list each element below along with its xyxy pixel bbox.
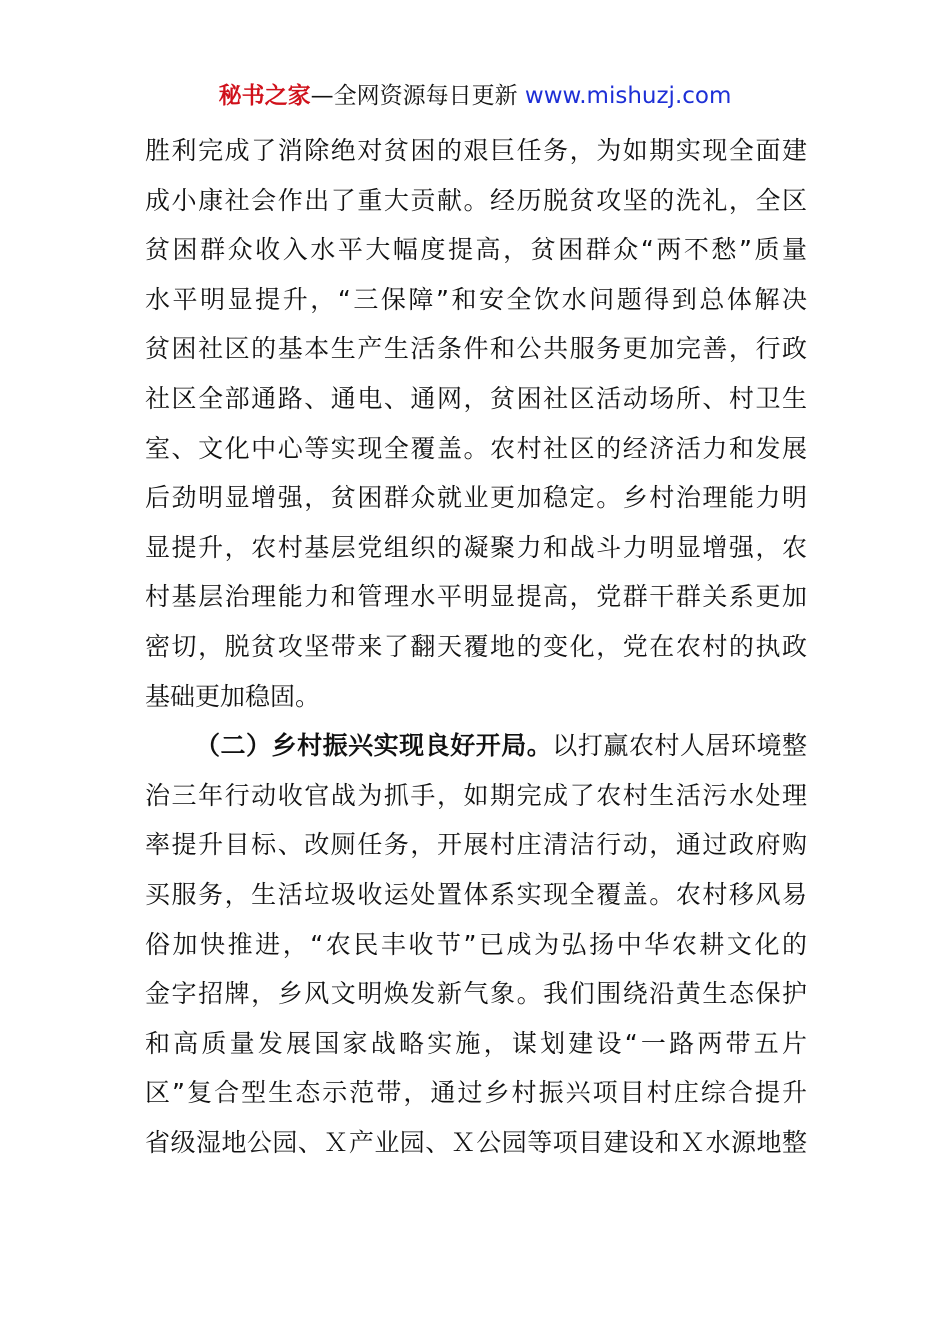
text-line: 村基层治理能力和管理水平明显提高，党群干群关系更加 — [145, 582, 807, 612]
text-line: 买服务，生活垃圾收运处置体系实现全覆盖。农村移风易 — [145, 879, 807, 909]
heading-line-rest: 以打赢农村人居环境整 — [552, 731, 807, 761]
text-line: 显提升，农村基层党组织的凝聚力和战斗力明显增强，农 — [145, 532, 807, 562]
text-line: 金字招牌，乡风文明焕发新气象。我们围绕沿黄生态保护 — [145, 979, 807, 1009]
text-line — [145, 721, 807, 771]
document-body — [145, 126, 807, 1167]
text-line: 和高质量发展国家战略实施，谋划建设“一路两带五片 — [145, 1028, 807, 1058]
text-line: 贫困社区的基本生产生活条件和公共服务更加完善，行政 — [145, 334, 807, 364]
text-line: 密切，脱贫攻坚带来了翻天覆地的变化，党在农村的执政 — [145, 631, 807, 661]
text-line: 俗加快推进，“农民丰收节”已成为弘扬中华农耕文化的 — [145, 929, 807, 959]
site-header — [0, 78, 950, 114]
text-line: 贫困群众收入水平大幅度提高，贫困群众“两不愁”质量 — [145, 235, 807, 265]
text-line: 省级湿地公园、Ｘ产业园、Ｘ公园等项目建设和Ｘ水源地整 — [145, 1127, 807, 1157]
text-line: 区”复合型生态示范带，通过乡村振兴项目村庄综合提升 — [145, 1078, 807, 1108]
text-line: 后劲明显增强，贫困群众就业更加稳定。乡村治理能力明 — [145, 483, 807, 513]
paragraph-2 — [145, 721, 807, 1167]
text-line: 成小康社会作出了重大贡献。经历脱贫攻坚的洗礼，全区 — [145, 185, 807, 215]
text-line: 胜利完成了消除绝对贫困的艰巨任务，为如期实现全面建 — [145, 136, 807, 165]
text-line: 室、文化中心等实现全覆盖。农村社区的经济活力和发展 — [145, 433, 807, 463]
text-line: 水平明显提升，“三保障”和安全饮水问题得到总体解决 — [145, 284, 807, 314]
site-brand: 秘书之家 — [218, 83, 311, 109]
text-line: 率提升目标、改厕任务，开展村庄清洁行动，通过政府购 — [145, 830, 807, 860]
section-heading: （二）乡村振兴实现良好开局。 — [195, 731, 553, 761]
site-tagline: —全网资源每日更新 — [310, 83, 525, 109]
site-url-link[interactable]: www.mishuzj.com — [524, 83, 732, 109]
paragraph-1 — [145, 126, 807, 721]
text-line: 治三年行动收官战为抓手，如期完成了农村生活污水处理 — [145, 780, 807, 810]
text-line: 社区全部通路、通电、通网，贫困社区活动场所、村卫生 — [145, 383, 807, 413]
text-line: 基础更加稳固。 — [145, 681, 321, 711]
